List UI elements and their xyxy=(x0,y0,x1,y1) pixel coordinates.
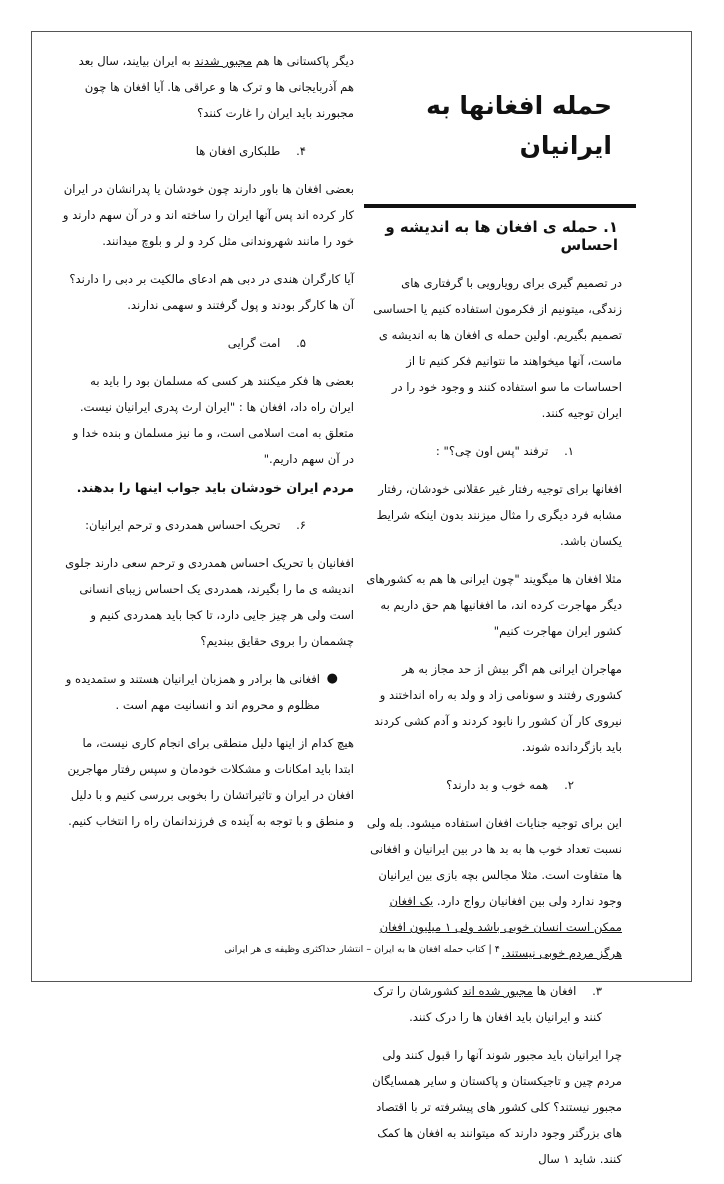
right-column xyxy=(364,48,622,1184)
item-label-underlined: مجبور شده اند xyxy=(462,984,533,998)
paragraph: بعضی افغان ها باور دارند چون خودشان یا پدرانشان در ایران کار کرده اند پس آنها ایران را ساخته اند و در آن سهم دارند و خود را مانند شهروندانی مثل کرد و لر و بلوچ میدانند. xyxy=(62,182,354,248)
item-label: ترفند "پس اون چی؟" : xyxy=(435,444,549,458)
bullet-icon: ● xyxy=(326,671,338,686)
section-heading: ۱. حمله ی افغان ها به اندیشه و احساس xyxy=(385,218,618,254)
item-number: ۲. xyxy=(564,778,574,792)
item-number: ۵. xyxy=(296,336,306,350)
paragraph: آیا کارگران هندی در دبی هم ادعای مالکیت بر دبی را دارند؟ آن ها کارگر بودند و پول گرفتند و سهمی ندارند. xyxy=(69,272,354,312)
list-item-4 xyxy=(62,138,306,164)
list-item-3 xyxy=(364,978,602,1030)
list-item-6 xyxy=(62,512,306,538)
item-number: ۱. xyxy=(564,444,574,458)
item-number: ۴. xyxy=(296,144,306,158)
paragraph-text: این برای توجیه جنایات افغان استفاده میشود. بله ولی نسبت تعداد خوب ها به بد ها در بین ایرانیان و افغانی ها متفاوت است. مثلا مجالس بچه بازی بین ایرانیان وجود ندارد ولی بین افغانیان رواج دارد. xyxy=(366,816,622,908)
paragraph: مهاجران ایرانی هم اگر بیش از حد مجاز به هر کشوری رفتند و سونامی زاد و ولد به راه انداختند و نیروی کار آن کشور را نابود کردند و آدم کشی کردند باید بازگردانده شوند. xyxy=(374,662,622,754)
list-item-2 xyxy=(364,772,574,798)
item-number: ۳. xyxy=(592,984,602,998)
paragraph-text: دیگر پاکستانی ها هم xyxy=(255,54,354,68)
underlined-text: یک افغان ممکن است انسان خوبی باشد ولی ۱ میلیون افغان هرگز مردم خوبی نیستند. xyxy=(379,894,622,960)
paragraph: چرا ایرانیان باید مجبور شوند آنها را قبول کنند ولی مردم چین و تاجیکستان و پاکستان و سایر همسایگان مجبور نیستند؟ کلی کشور های پیشرفته تر با اقتصاد های بزرگتر وجود دارند که میتوانند به افغان ها کمک کنند. شاید ۱ سال xyxy=(372,1048,622,1166)
bullet-text: افغانی ها برادر و همزبان ایرانیان هستند و ستمدیده و مظلوم و محروم اند و انسانیت مهم است . xyxy=(65,672,320,712)
paragraph xyxy=(364,810,622,966)
left-column xyxy=(62,48,354,846)
document-title: حمله افغانها به ایرانیان xyxy=(426,91,612,160)
underlined-text: مجبور شدند xyxy=(194,54,253,68)
bold-statement: مردم ایران خودشان باید جواب اینها را بدهند. xyxy=(76,480,354,495)
item-label: همه خوب و بد دارند؟ xyxy=(446,778,549,792)
item-label: تحریک احساس همدردی و ترحم ایرانیان: xyxy=(85,518,281,532)
paragraph: افغانها برای توجیه رفتار غیر عقلانی خودشان، رفتار مشابه فرد دیگری را مثال میزنند بدون اینکه شرایط یکسان باشد. xyxy=(376,482,622,548)
title-rule xyxy=(364,204,636,208)
page-footer: ۴ | کتاب حمله افغان ها به ایران – انتشار حداکثری وظیفه ی هر ایرانی xyxy=(224,944,500,955)
list-item-5 xyxy=(62,330,306,356)
paragraph: افغانیان با تحریک احساس همدردی و ترحم سعی دارند جلوی اندیشه ی ما را بگیرند، همدردی یک احساس زیبای انسانی است ولی هر چیز جایی دارد، تا کجا باید همدردی کنیم و چشممان را بروی حقایق ببندیم؟ xyxy=(65,556,354,648)
item-label: امت گرایی xyxy=(227,336,281,350)
item-label-pre: افغان ها xyxy=(536,984,577,998)
item-label: طلبکاری افغان ها xyxy=(195,144,281,158)
paragraph: مثلا افغان ها میگویند "چون ایرانی ها هم به کشورهای دیگر مهاجرت کرده اند، ما افغانیها هم حق داریم به کشور ایران مهاجرت کنیم" xyxy=(366,572,622,638)
intro-paragraph: در تصمیم گیری برای رویارویی با گرفتاری های زندگی، میتونیم از فکرمون استفاده کنیم یا احساسی تصمیم بگیریم. اولین حمله ی افغان ها به اندیشه ی ماست، آنها میخواهند ما نتوانیم فکر کنیم تا از احساسات ما سو استفاده کنند و وجود خود را در ایران توجیه کنند. xyxy=(373,276,622,420)
paragraph: هیچ کدام از اینها دلیل منطقی برای انجام کاری نیست، ما ابتدا باید امکانات و مشکلات خودمان و سپس رفتار مهاجرین افغان در ایران و تاثیراتشان را بخوبی بررسی کنیم و با دلیل و منطق و با توجه به آینده ی فرزندانمان راه را انتخاب کنیم. xyxy=(67,736,354,828)
paragraph-text: به ایران بیایند، سال بعد هم آذربایجانی ها و ترک ها و عراقی ها. آیا افغان ها چون مجبورند باید ایران را غارت کنند؟ xyxy=(78,54,354,120)
bullet-item xyxy=(62,666,338,718)
item-label-post: کشورشان را ترک کنند و ایرانیان باید افغان ها را درک کنند. xyxy=(373,984,602,1024)
list-item-1 xyxy=(364,438,574,464)
continued-paragraph xyxy=(62,48,354,126)
paragraph: بعضی ها فکر میکنند هر کسی که مسلمان بود را باید به ایران راه داد، افغان ها : "ایران ارث پدری ایرانیان نیست. متعلق به امت اسلامی است، و ما نیز مسلمان و بنده خدا و در آن سهم داریم." xyxy=(72,374,354,466)
item-number: ۶. xyxy=(296,518,306,532)
